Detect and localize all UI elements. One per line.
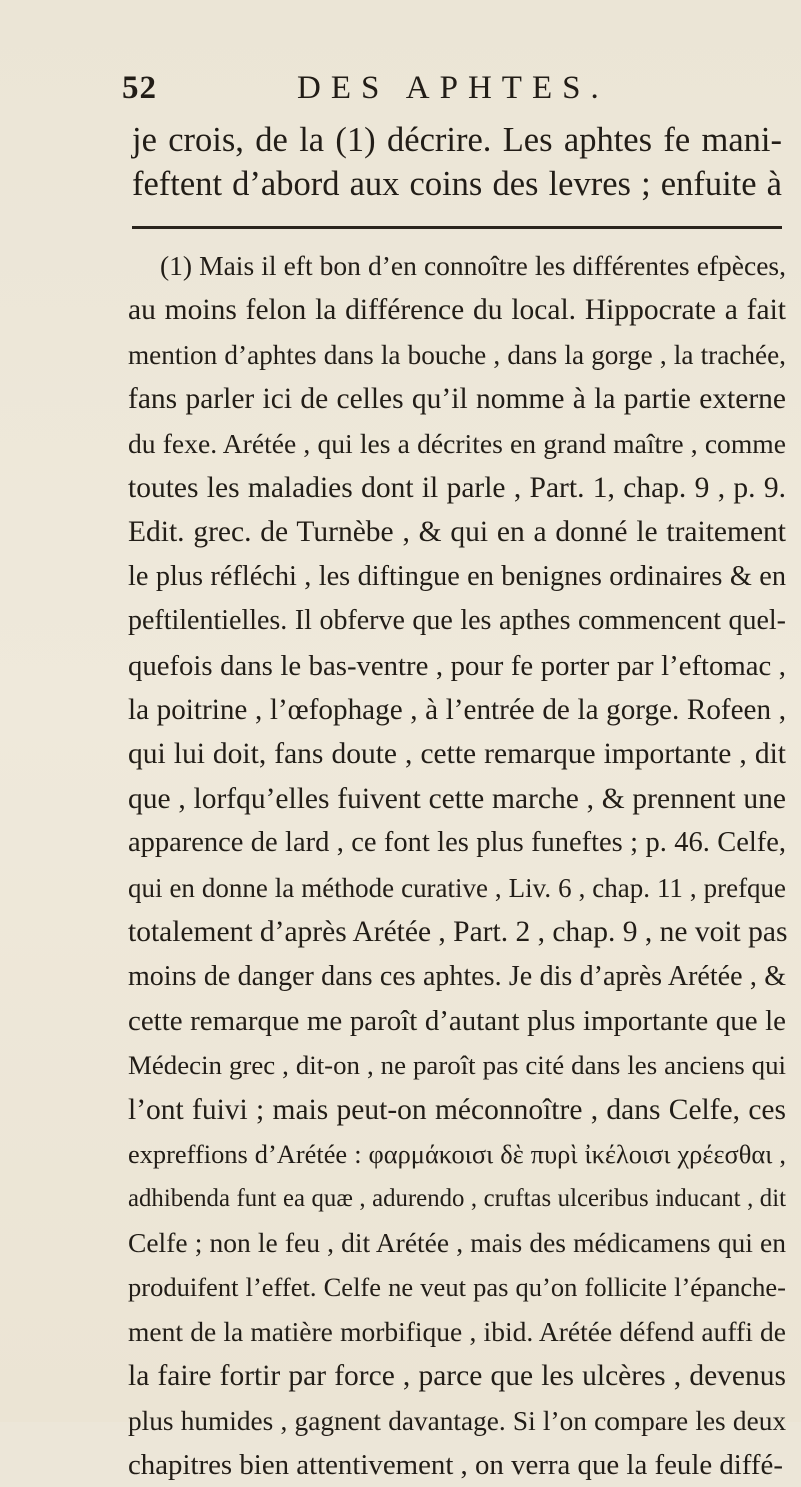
footnote-line: qui en donne la méthode curative , Liv. 6 , chap. 11 , prefque: [128, 872, 786, 903]
footnote-line: Médecin grec , dit-on , ne paroît pas cité dans les anciens qui: [128, 1050, 786, 1081]
footnote-line: peftilentielles. Il obferve que les apthes commencent quel-: [128, 605, 786, 637]
text-line: feftent d’abord aux coins des levres ; enfuite à: [132, 165, 782, 203]
footnote-line: (1) Mais il eft bon d’en connoître les différentes efpèces,: [160, 250, 786, 281]
footnote-line: qui lui doit, fans doute , cette remarque importante , dit: [128, 738, 786, 771]
page-header: [122, 70, 762, 114]
footnote-line: du fexe. Arétée , qui les a décrites en grand maître , comme: [128, 427, 786, 459]
footnote-line: Celfe ; non le feu , dit Arétée , mais des médicamens qui en: [128, 1226, 786, 1258]
footnote-line: chapitres bien attentivement , on verra que la feule diffé-: [128, 1448, 783, 1481]
footnote-line: cette remarque me paroît d’autant plus importante que le: [128, 1004, 786, 1037]
footnote-line: le plus réfléchi , les diftingue en benignes ordinaires & en: [128, 560, 786, 592]
footnote-line: quefois dans le bas-ventre , pour fe porter par l’eftomac ,: [128, 649, 786, 682]
footnote-line: l’ont fuivi ; mais peut-on méconnoître , dans Celfe, ces: [128, 1093, 786, 1126]
footnote-line: au moins felon la différence du local. Hippocrate a fait: [128, 294, 786, 327]
footnote-line: apparence de lard , ce font les plus funeftes ; p. 46. Celfe,: [128, 827, 786, 859]
footnote: [128, 244, 786, 1487]
running-head: DES APHTES.: [297, 70, 609, 106]
footnote-divider: [132, 226, 782, 229]
footnote-line: adhibenda funt ea quæ , adurendo , cruftas ulceribus inducant , dit: [128, 1184, 786, 1212]
footnote-line: mention d’aphtes dans la bouche , dans la gorge , la trachée,: [128, 339, 786, 370]
footnote-line: Edit. grec. de Turnèbe , & qui en a donné le traitement: [128, 516, 786, 549]
footnote-line: la poitrine , l’œfophage , à l’entrée de la gorge. Rofeen ,: [128, 694, 786, 727]
footnote-line: que , lorfqu’elles fuivent cette marche , & prennent une: [128, 782, 786, 815]
footnote-line: expreffions d’Arétée : φαρμάκοισι δὲ πυρὶ ἰκέλοισι χρέεσθαι ,: [128, 1139, 786, 1170]
footnote-line: totalement d’après Arétée , Part. 2 , chap. 9 , ne voit pas: [128, 916, 788, 949]
footnote-line: plus humides , gagnent davantage. Si l’on compare les deux: [128, 1405, 786, 1436]
page-number: 52: [122, 70, 157, 106]
text-line: je crois, de la (1) décrire. Les aphtes fe mani-: [132, 121, 782, 159]
main-text: [132, 118, 782, 206]
footnote-line: moins de danger dans ces aphtes. Je dis d’après Arétée , &: [128, 960, 786, 992]
footnote-line: ment de la matière morbifique , ibid. Arétée défend auffi de: [128, 1315, 786, 1347]
footnote-line: toutes les maladies dont il parle , Part. 1, chap. 9 , p. 9.: [128, 472, 786, 505]
footnote-line: la faire fortir par force , parce que les ulcères , devenus: [128, 1360, 786, 1393]
footnote-line: produifent l’effet. Celfe ne veut pas qu’on follicite l’épanche-: [128, 1272, 786, 1303]
footnote-line: fans parler ici de celles qu’il nomme à la partie externe: [128, 383, 786, 416]
